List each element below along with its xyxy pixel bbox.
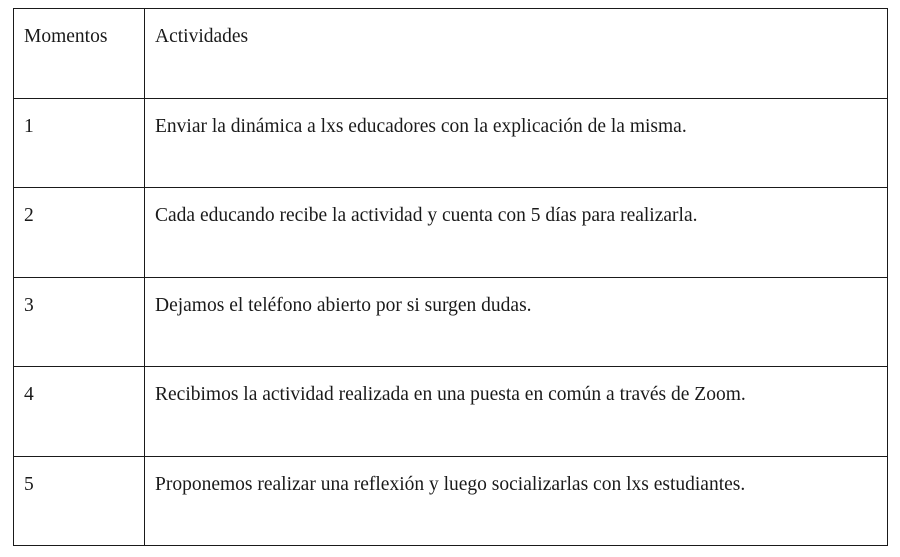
momento-cell: 5 [14,456,145,546]
table-row [14,188,888,278]
header-momentos: Momentos [14,9,145,99]
actividad-cell: Enviar la dinámica a lxs educadores con la explicación de la misma. [145,98,888,188]
activities-table [13,8,888,546]
momento-cell: 4 [14,367,145,457]
header-actividades: Actividades [145,9,888,99]
table-row [14,98,888,188]
table-row [14,367,888,457]
actividad-cell: Cada educando recibe la actividad y cuenta con 5 días para realizarla. [145,188,888,278]
table-header-row [14,9,888,99]
table-row [14,277,888,367]
momento-cell: 2 [14,188,145,278]
actividad-cell: Dejamos el teléfono abierto por si surgen dudas. [145,277,888,367]
momento-cell: 1 [14,98,145,188]
momento-cell: 3 [14,277,145,367]
actividad-cell: Recibimos la actividad realizada en una puesta en común a través de Zoom. [145,367,888,457]
actividad-cell: Proponemos realizar una reflexión y luego socializarlas con lxs estudiantes. [145,456,888,546]
table-row [14,456,888,546]
